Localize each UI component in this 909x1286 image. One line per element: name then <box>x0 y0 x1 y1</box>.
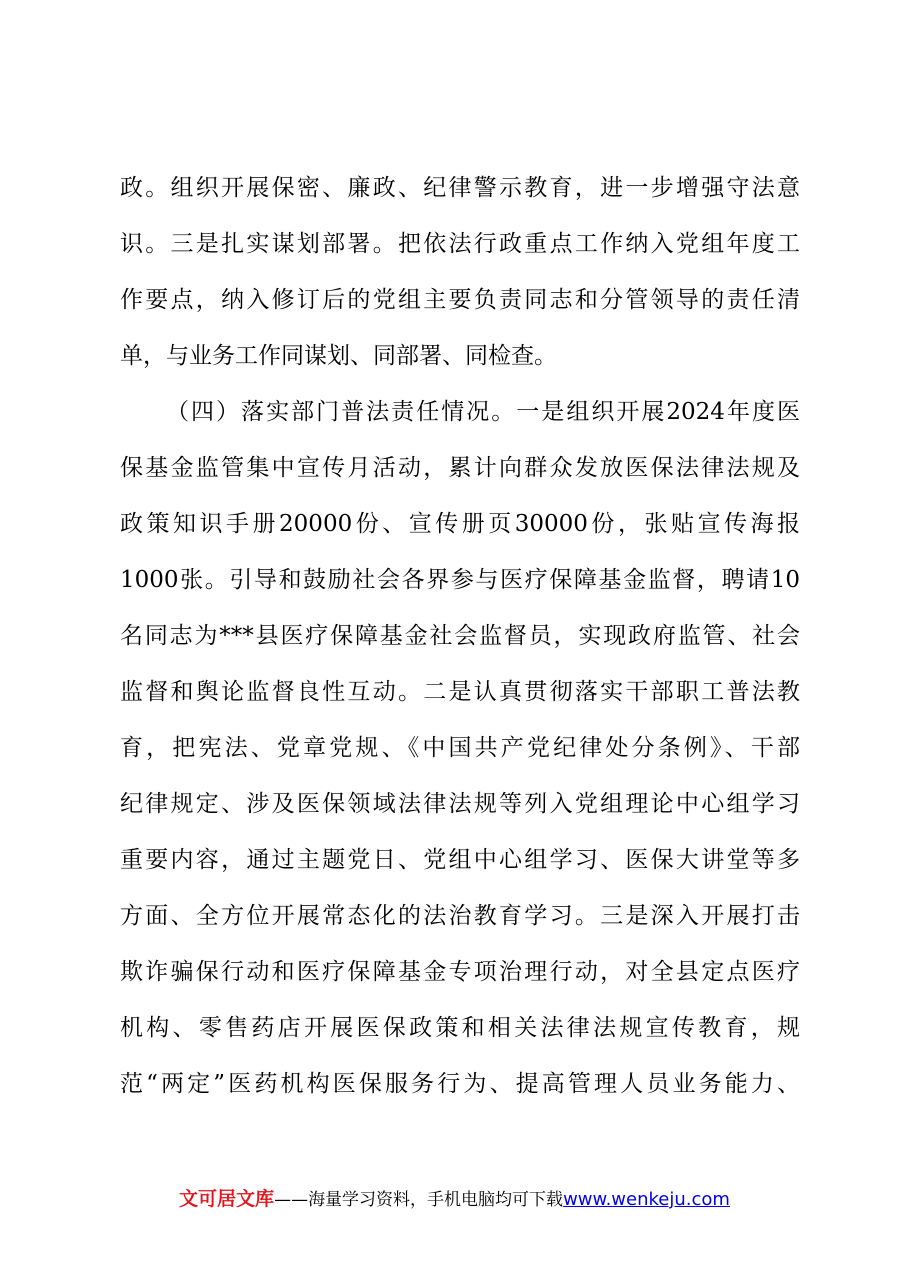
website-link[interactable]: www.wenkeju.com <box>563 1189 730 1210</box>
document-body <box>120 160 800 1112</box>
paragraph-line: 作要点，纳入修订后的党组主要负责同志和分管领导的责任清 <box>120 287 800 313</box>
footer-watermark <box>0 1184 909 1211</box>
section-heading-line: （四）落实部门普法责任情况。一是组织开展2024年度医 <box>166 399 800 425</box>
paragraph-line: 机构、零售药店开展医保政策和相关法律法规宣传教育，规 <box>120 1015 800 1041</box>
paragraph-line: 识。三是扎实谋划部署。把依法行政重点工作纳入党组年度工 <box>120 231 800 257</box>
paragraph-line: 范“两定”医药机构医保服务行为、提高管理人员业务能力、 <box>120 1071 800 1097</box>
paragraph-line: 政策知识手册20000份、宣传册页30000份，张贴宣传海报 <box>120 511 800 537</box>
paragraph-line: 重要内容，通过主题党日、党组中心组学习、医保大讲堂等多 <box>120 847 800 873</box>
paragraph-line: 名同志为***县医疗保障基金社会监督员，实现政府监管、社会 <box>120 623 800 649</box>
brand-name: 文可居文库 <box>179 1188 275 1210</box>
paragraph-line: 单，与业务工作同谋划、同部署、同检查。 <box>120 343 557 369</box>
paragraph-line: 监督和舆论监督良性互动。二是认真贯彻落实干部职工普法教 <box>120 679 800 705</box>
paragraph-line: 政。组织开展保密、廉政、纪律警示教育，进一步增强守法意 <box>120 175 800 201</box>
paragraph-line: 1000张。引导和鼓励社会各界参与医疗保障基金监督，聘请10 <box>120 567 800 593</box>
paragraph-line: 保基金监管集中宣传月活动，累计向群众发放医保法律法规及 <box>120 455 800 481</box>
paragraph-line: 育，把宪法、党章党规、《中国共产党纪律处分条例》、干部 <box>120 735 800 761</box>
paragraph-line: 欺诈骗保行动和医疗保障基金专项治理行动，对全县定点医疗 <box>120 959 800 985</box>
paragraph-line: 方面、全方位开展常态化的法治教育学习。三是深入开展打击 <box>120 903 800 929</box>
footer-tagline: ——海量学习资料，手机电脑均可下载 <box>274 1190 564 1210</box>
paragraph-line: 纪律规定、涉及医保领域法律法规等列入党组理论中心组学习 <box>120 791 800 817</box>
